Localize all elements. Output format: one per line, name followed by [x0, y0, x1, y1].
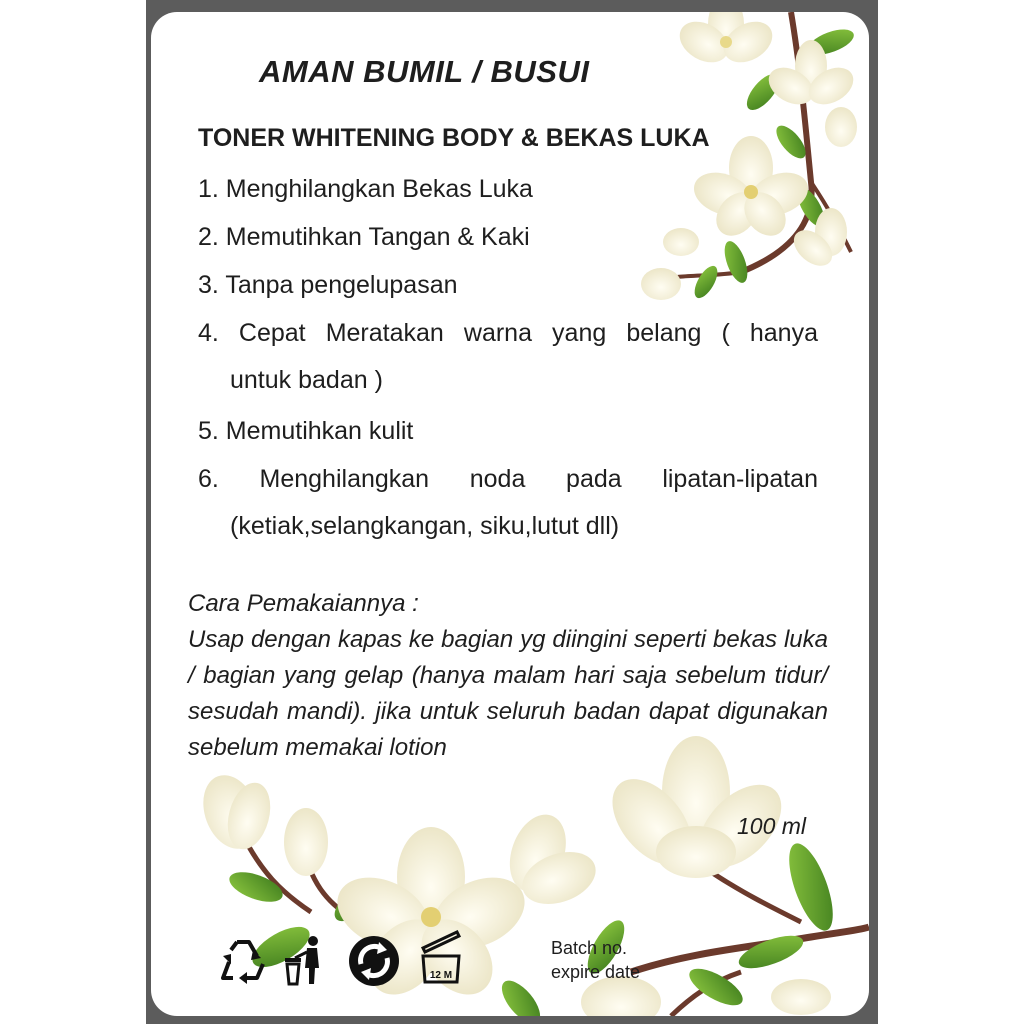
benefit-item-2: 2. Memutihkan Tangan & Kaki	[198, 223, 530, 251]
pao-label: 12 M	[429, 970, 453, 981]
benefit-item-6-line-2: (ketiak,selangkangan, siku,lutut dll)	[230, 512, 620, 540]
benefit-item-6	[198, 456, 818, 550]
batch-info	[551, 936, 640, 984]
batch-number-label: Batch no.	[551, 938, 628, 958]
benefit-item-3: 3. Tanpa pengelupasan	[198, 271, 458, 299]
benefit-item-4-line-1: 4. Cepat Meratakan warna yang belang ( hanya	[198, 319, 818, 347]
usage-title: Cara Pemakaiannya :	[188, 590, 419, 617]
product-title: TONER WHITENING BODY & BEKAS LUKA	[198, 124, 710, 152]
tidyman-icon	[281, 934, 329, 986]
recycle-icon	[217, 934, 269, 986]
product-label	[151, 12, 869, 1016]
usage-instructions: Usap dengan kapas ke bagian yg diingini seperti bekas luka / bagian yang gelap (hanya malam hari saja sebelum tidur/ sesudah mandi). jika untuk seluruh badan dapat digunakan sebelum memakai lotion	[188, 626, 828, 761]
green-dot-icon	[347, 934, 401, 988]
volume-text: 100 ml	[737, 813, 807, 839]
benefit-item-5: 5. Memutihkan kulit	[198, 417, 414, 445]
headline: AMAN BUMIL / BUSUI	[259, 54, 590, 89]
expire-date-label: expire date	[551, 962, 641, 982]
benefit-item-6-line-1: 6. Menghilangkan noda pada lipatan-lipatan	[198, 465, 818, 493]
benefit-item-1: 1. Menghilangkan Bekas Luka	[198, 175, 533, 203]
benefit-item-4-line-2: untuk badan )	[230, 366, 383, 394]
benefit-item-4	[198, 310, 818, 404]
